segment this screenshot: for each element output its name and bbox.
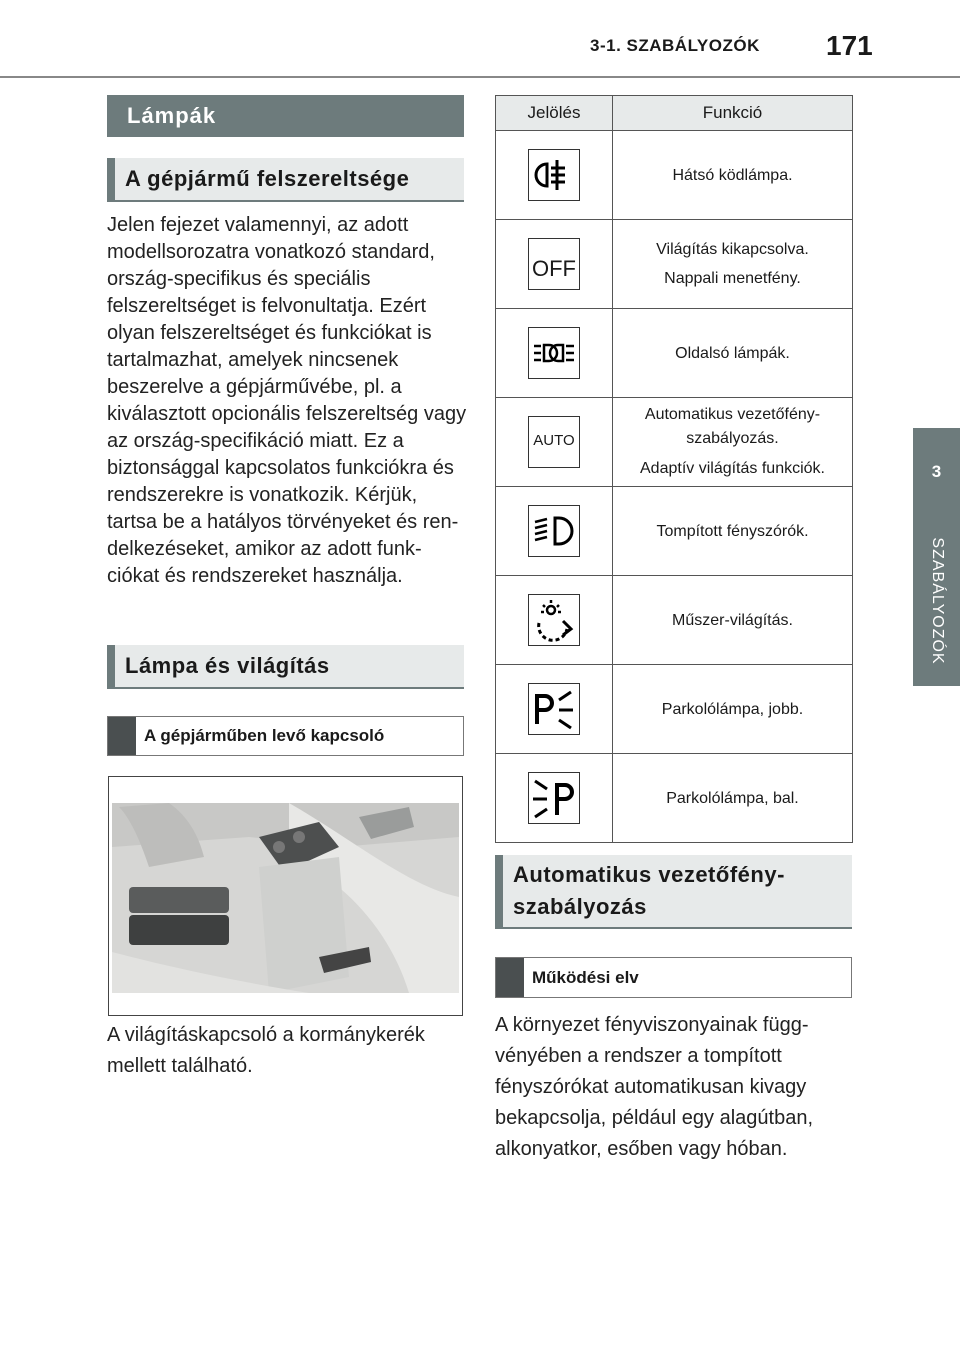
function-text: Adaptív világítás funkciók.	[640, 460, 825, 477]
table-row	[496, 309, 853, 398]
table-row	[496, 487, 853, 576]
function-text: Parkolólámpa, bal.	[666, 789, 799, 807]
side-lamps-icon	[528, 327, 580, 379]
table-row	[496, 576, 853, 665]
column-header-function: Funkció	[613, 96, 853, 131]
auto-heading-text: Automatikus vezetőfényszabályozás	[513, 862, 785, 919]
lamp-heading	[107, 645, 464, 689]
principle-heading-text: Működési elv	[532, 967, 639, 987]
page-number: 171	[826, 30, 873, 61]
rear-fog-lamp-icon	[528, 149, 580, 201]
switch-heading	[107, 716, 464, 756]
symbol-table	[495, 95, 853, 843]
low-beam-icon	[528, 505, 580, 557]
auto-icon-label: AUTO	[533, 432, 575, 449]
parking-lamp-left-icon	[528, 772, 580, 824]
instrument-lighting-icon	[528, 594, 580, 646]
switch-caption: A világításkapcsoló a kormánykerék mellett található.	[107, 1024, 425, 1077]
function-text: Tompított fényszórók.	[656, 522, 809, 540]
equipment-heading-text: A gépjármű felszereltsége	[125, 166, 410, 191]
header-rule	[0, 76, 960, 78]
chapter-number-tab	[913, 428, 960, 516]
table-row	[496, 220, 853, 309]
heading-marker	[108, 717, 136, 755]
off-icon	[528, 238, 580, 290]
page-title-text: Lámpák	[127, 103, 217, 128]
section-title: 3-1. SZABÁLYOZÓK	[590, 36, 760, 55]
function-text: Világítás kikapcsolva.	[656, 241, 809, 258]
off-icon-label: OFF	[532, 256, 576, 281]
page-title	[107, 95, 464, 137]
function-text: Nappali menetfény.	[664, 270, 801, 287]
table-row	[496, 131, 853, 220]
equipment-heading	[107, 158, 464, 202]
auto-heading	[495, 855, 852, 929]
chapter-label-tab	[913, 516, 960, 686]
chapter-label: SZABÁLYOZÓK	[928, 537, 946, 665]
principle-heading	[495, 957, 852, 998]
parking-lamp-right-icon	[528, 683, 580, 735]
principle-paragraph: A környezet fényviszonyainak függvényében a rendszer a tompított fényszórókat automatikusan kivagy bekapcsolja, például egy alagútban, alkonyatkor, esőben vagy hóban.	[495, 1014, 814, 1160]
function-text: Parkolólámpa, jobb.	[661, 700, 804, 718]
function-text: Műszer-világítás.	[672, 611, 793, 629]
light-switch-photo	[108, 776, 463, 1016]
chapter-number: 3	[931, 462, 942, 481]
column-header-symbol: Jelölés	[496, 96, 613, 131]
function-text: Oldalsó lámpák.	[675, 344, 790, 362]
auto-icon	[528, 416, 580, 468]
switch-heading-text: A gépjárműben levő kapcsoló	[144, 726, 385, 745]
function-text: Automatikus vezetőfény-szabályozás.	[644, 406, 821, 447]
table-row	[496, 398, 853, 487]
table-row	[496, 665, 853, 754]
table-row	[496, 754, 853, 843]
lamp-heading-text: Lámpa és világítás	[125, 653, 330, 678]
table-header-row	[496, 96, 853, 131]
light-switch-illustration	[109, 777, 462, 1015]
function-text: Hátsó ködlámpa.	[672, 166, 793, 184]
equipment-paragraph: Jelen fejezet valamennyi, az adott modellsorozatra vonatkozó standard, ország-specifikus és speciális felszereltséget is felvonultatja. Ezért olyan felszereltséget és funkciókat is tartalmazhat, amelyek nincsenek beszerelve a gépjárművébe, pl. a kiválasztott opcionális felszereltség vagy az ország-specifikáció miatt. Ez a biztonsággal kapcsolatos funkciókra és rendszerekre is vonatkozik. Kérjük, tartsa be a hatályos törvényeket és rendelkezéseket, amikor az adott funkciókat és rendszereket használja.	[107, 214, 467, 587]
heading-marker	[496, 958, 524, 997]
